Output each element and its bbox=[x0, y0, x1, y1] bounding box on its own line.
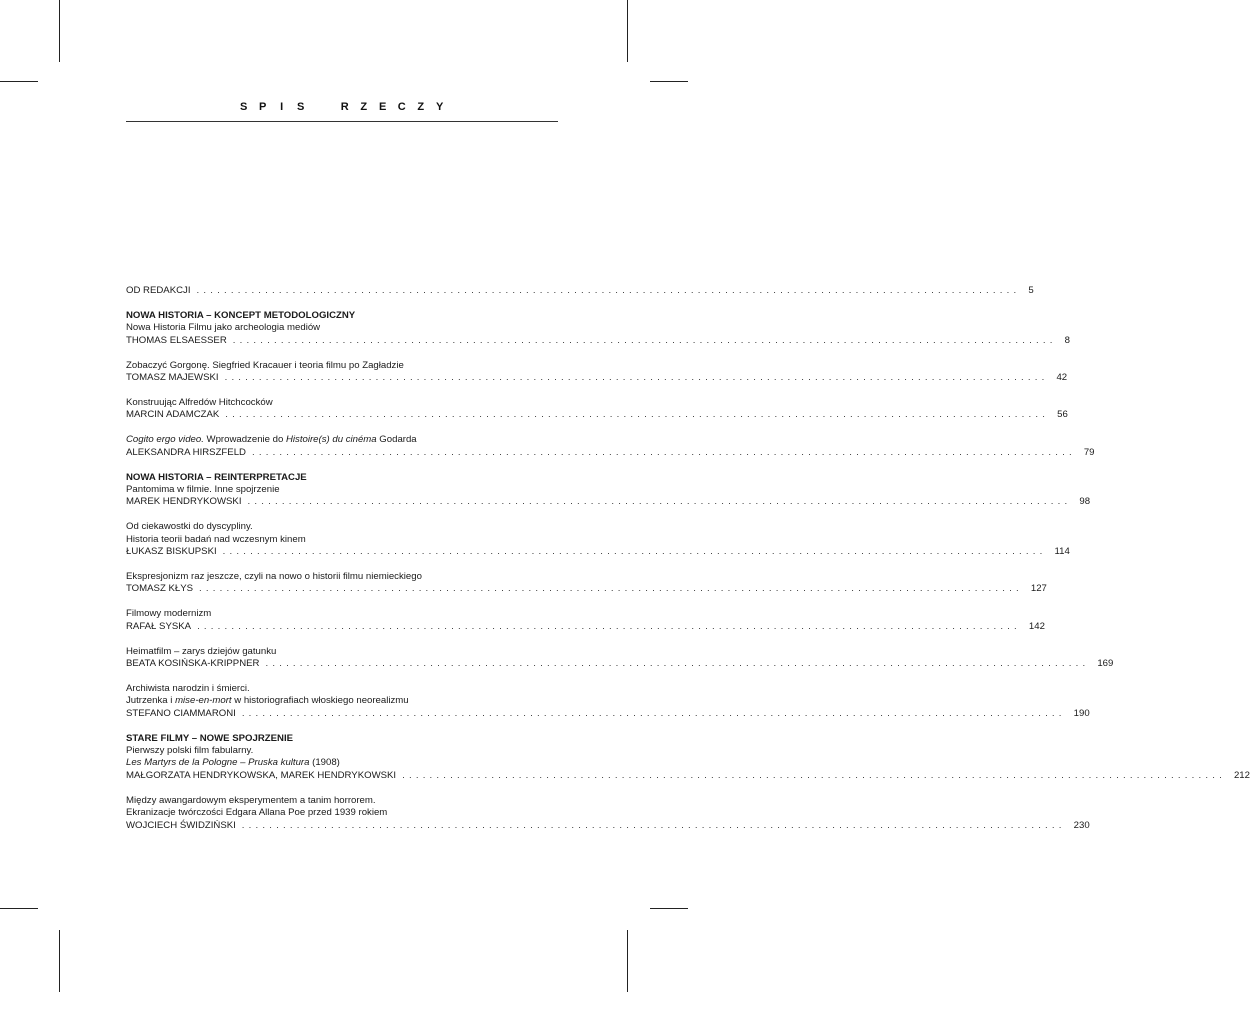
entry-title-line bbox=[126, 434, 577, 446]
entry-author: MAREK HENDRYKOWSKI bbox=[126, 496, 242, 508]
entry-title-text: Między awangardowym eksperymentem a tanim horrorem. bbox=[126, 794, 376, 806]
dot-leader: ........................................................................................................................ bbox=[196, 285, 1021, 296]
entry-author-line bbox=[126, 285, 1034, 297]
entry-title-line bbox=[126, 521, 577, 533]
title-letter: C bbox=[397, 101, 407, 113]
crop-mark-bottom-right-horizontal bbox=[650, 908, 688, 909]
page-number: 114 bbox=[1054, 546, 1070, 558]
entry-title-text: Filmowy modernizm bbox=[126, 608, 212, 620]
title-letter: E bbox=[379, 101, 387, 113]
entry-title-line bbox=[126, 397, 577, 409]
entry-title-text: Pierwszy polski film fabularny. bbox=[126, 745, 254, 757]
entry-title-text: Nowa Historia Filmu jako archeologia mediów bbox=[126, 322, 321, 334]
entry-title-text: Konstruując Alfredów Hitchcocków bbox=[126, 396, 273, 408]
entry-author: ŁUKASZ BISKUPSKI bbox=[126, 546, 217, 558]
entry-author-line bbox=[126, 446, 1095, 459]
entry-author-line bbox=[126, 372, 1068, 384]
toc-entry bbox=[126, 521, 1070, 558]
page-number: 56 bbox=[1057, 409, 1068, 421]
entry-title-text: (1908) bbox=[309, 757, 340, 769]
entry-author-line bbox=[126, 769, 1250, 782]
entry-title-text: Pantomima w filmie. Inne spojrzenie bbox=[126, 483, 280, 495]
page-number: 142 bbox=[1028, 620, 1045, 632]
page-number: 42 bbox=[1056, 372, 1068, 384]
section-block bbox=[126, 732, 1250, 783]
section-title: STARE FILMY – NOWE SPOJRZENIE bbox=[126, 732, 294, 744]
entry-author: ALEKSANDRA HIRSZFELD bbox=[126, 446, 246, 458]
dot-leader: ........................................................................................................................ bbox=[247, 496, 1072, 508]
entry-author: MAŁGORZATA HENDRYKOWSKA, MAREK HENDRYKOWSKI bbox=[126, 769, 397, 781]
dot-leader: ........................................................................................................................ bbox=[241, 819, 1066, 831]
section-block bbox=[126, 471, 1091, 509]
entry-author: TOMASZ KŁYS bbox=[126, 583, 193, 595]
crop-mark-top-left-horizontal bbox=[0, 81, 38, 82]
toc-entry bbox=[126, 571, 1047, 596]
entry-author-line bbox=[126, 409, 1068, 421]
entry-title-italic: mise-en-mort bbox=[175, 695, 232, 707]
entry-title-text: Historia teorii badań nad wczesnym kinem bbox=[126, 533, 306, 545]
crop-mark-top-left-vertical bbox=[59, 0, 60, 62]
title-rule bbox=[126, 121, 558, 122]
entry-title-text: Zobaczyć Gorgonę. Siegfried Kracauer i teoria filmu po Zagładzie bbox=[126, 359, 404, 371]
section-block bbox=[126, 309, 1070, 347]
dot-leader: ........................................................................................................................ bbox=[222, 546, 1047, 558]
entry-title-line bbox=[126, 360, 577, 372]
entry-title-line bbox=[126, 571, 577, 583]
section-title: NOWA HISTORIA – KONCEPT METODOLOGICZNY bbox=[126, 309, 356, 321]
entry-title-text: Wprowadzenie do bbox=[203, 434, 286, 446]
entry-title-text: Archiwista narodzin i śmierci. bbox=[126, 682, 250, 694]
entry-author: STEFANO CIAMMARONI bbox=[126, 707, 236, 719]
page-title bbox=[126, 101, 558, 113]
entry-author-line bbox=[126, 583, 1047, 595]
page-number: 230 bbox=[1073, 819, 1090, 831]
dot-leader: ........................................................................................................................ bbox=[199, 583, 1023, 595]
title-letter: R bbox=[340, 101, 350, 113]
entry-title-line bbox=[126, 695, 577, 707]
entry-title-italic: Cogito ergo video. bbox=[126, 434, 204, 446]
entry-author-line bbox=[126, 620, 1045, 633]
crop-mark-bottom-left-vertical bbox=[59, 930, 60, 992]
entry-author: WOJCIECH ŚWIDZIŃSKI bbox=[126, 819, 236, 831]
crop-mark-bottom-left-horizontal bbox=[0, 908, 38, 909]
dot-leader: ........................................................................................................................ bbox=[265, 658, 1090, 670]
toc-entry bbox=[126, 396, 1068, 422]
title-letter: Z bbox=[360, 101, 368, 113]
entry-title-italic: Les Martyrs de la Pologne – Pruska kultura bbox=[126, 757, 310, 769]
page-number: 8 bbox=[1064, 334, 1070, 346]
entry-title-text: w historiografiach włoskiego neorealizmu bbox=[231, 695, 409, 707]
toc-entry bbox=[126, 682, 1090, 720]
page-number: 127 bbox=[1030, 583, 1047, 595]
toc-entry bbox=[126, 794, 1090, 832]
entry-title-text: Od ciekawostki do dyscypliny. bbox=[126, 521, 253, 533]
entry-author: RAFAŁ SYSKA bbox=[126, 620, 192, 632]
page-number: 98 bbox=[1079, 496, 1091, 508]
page-number: 169 bbox=[1097, 658, 1114, 670]
title-letter: S bbox=[240, 101, 248, 113]
entry-title-line bbox=[126, 484, 577, 496]
entry-title-text: Ekspresjonizm raz jeszcze, czyli na nowo o historii filmu niemieckiego bbox=[126, 571, 422, 582]
dot-leader: ........................................................................................................................ bbox=[232, 334, 1057, 346]
table-of-contents bbox=[126, 285, 1250, 845]
entry-author-line bbox=[126, 658, 1114, 670]
entry-title-line bbox=[126, 534, 577, 546]
crop-mark-top-right-vertical bbox=[627, 0, 628, 62]
entry-author: MARCIN ADAMCZAK bbox=[126, 409, 220, 421]
page-number: 190 bbox=[1073, 707, 1090, 719]
dot-leader: ........................................................................................................................ bbox=[241, 707, 1066, 719]
entry-title-line bbox=[126, 745, 577, 757]
title-letter: Y bbox=[436, 101, 444, 113]
title-letter: S bbox=[297, 101, 305, 113]
entry-author: THOMAS ELSAESSER bbox=[126, 334, 227, 346]
title-letter: I bbox=[280, 101, 284, 113]
dot-leader: ........................................................................................................................ bbox=[251, 446, 1076, 458]
entry-title-text: Jutrzenka i bbox=[126, 695, 176, 707]
entry-title-text: Ekranizacje twórczości Edgara Allana Poe przed 1939 rokiem bbox=[126, 807, 388, 819]
toc-entry bbox=[126, 359, 1068, 385]
dot-leader: ........................................................................................................................ bbox=[224, 372, 1049, 384]
entry-author-line bbox=[126, 546, 1070, 558]
toc-entry bbox=[126, 285, 1034, 297]
page-number: 5 bbox=[1028, 285, 1034, 296]
entry-author: OD REDAKCJI bbox=[126, 285, 191, 296]
dot-leader: ........................................................................................................................ bbox=[402, 769, 1226, 781]
crop-mark-top-right-horizontal bbox=[650, 81, 688, 82]
dot-leader: ........................................................................................................................ bbox=[197, 620, 1021, 632]
toc-entry bbox=[126, 608, 1045, 633]
entry-title-line bbox=[126, 757, 577, 769]
entry-title-line bbox=[126, 795, 577, 807]
entry-author: BEATA KOSIŃSKA-KRIPPNER bbox=[126, 658, 260, 670]
entry-title-line bbox=[126, 608, 577, 620]
entry-author-line bbox=[126, 819, 1090, 832]
toc-entry bbox=[126, 434, 1095, 459]
entry-title-line bbox=[126, 683, 577, 695]
page-number: 212 bbox=[1233, 769, 1250, 781]
entry-title-text: Godarda bbox=[376, 434, 417, 446]
entry-title-text: Heimatfilm – zarys dziejów gatunku bbox=[126, 645, 277, 657]
entry-title-italic: Histoire(s) du cinéma bbox=[286, 434, 377, 446]
crop-mark-bottom-right-vertical bbox=[627, 930, 628, 992]
title-letter: Z bbox=[417, 101, 425, 113]
entry-author-line bbox=[126, 707, 1090, 720]
entry-author-line bbox=[126, 334, 1070, 347]
dot-leader: ........................................................................................................................ bbox=[225, 409, 1050, 421]
section-title: NOWA HISTORIA – REINTERPRETACJE bbox=[126, 471, 307, 483]
entry-title-line bbox=[126, 322, 577, 334]
entry-author-line bbox=[126, 496, 1091, 508]
entry-title-line bbox=[126, 807, 577, 819]
toc-entry bbox=[126, 645, 1114, 671]
page-number: 79 bbox=[1083, 446, 1095, 458]
entry-author: TOMASZ MAJEWSKI bbox=[126, 372, 219, 384]
title-letter: P bbox=[259, 101, 267, 113]
entry-title-line bbox=[126, 646, 577, 658]
